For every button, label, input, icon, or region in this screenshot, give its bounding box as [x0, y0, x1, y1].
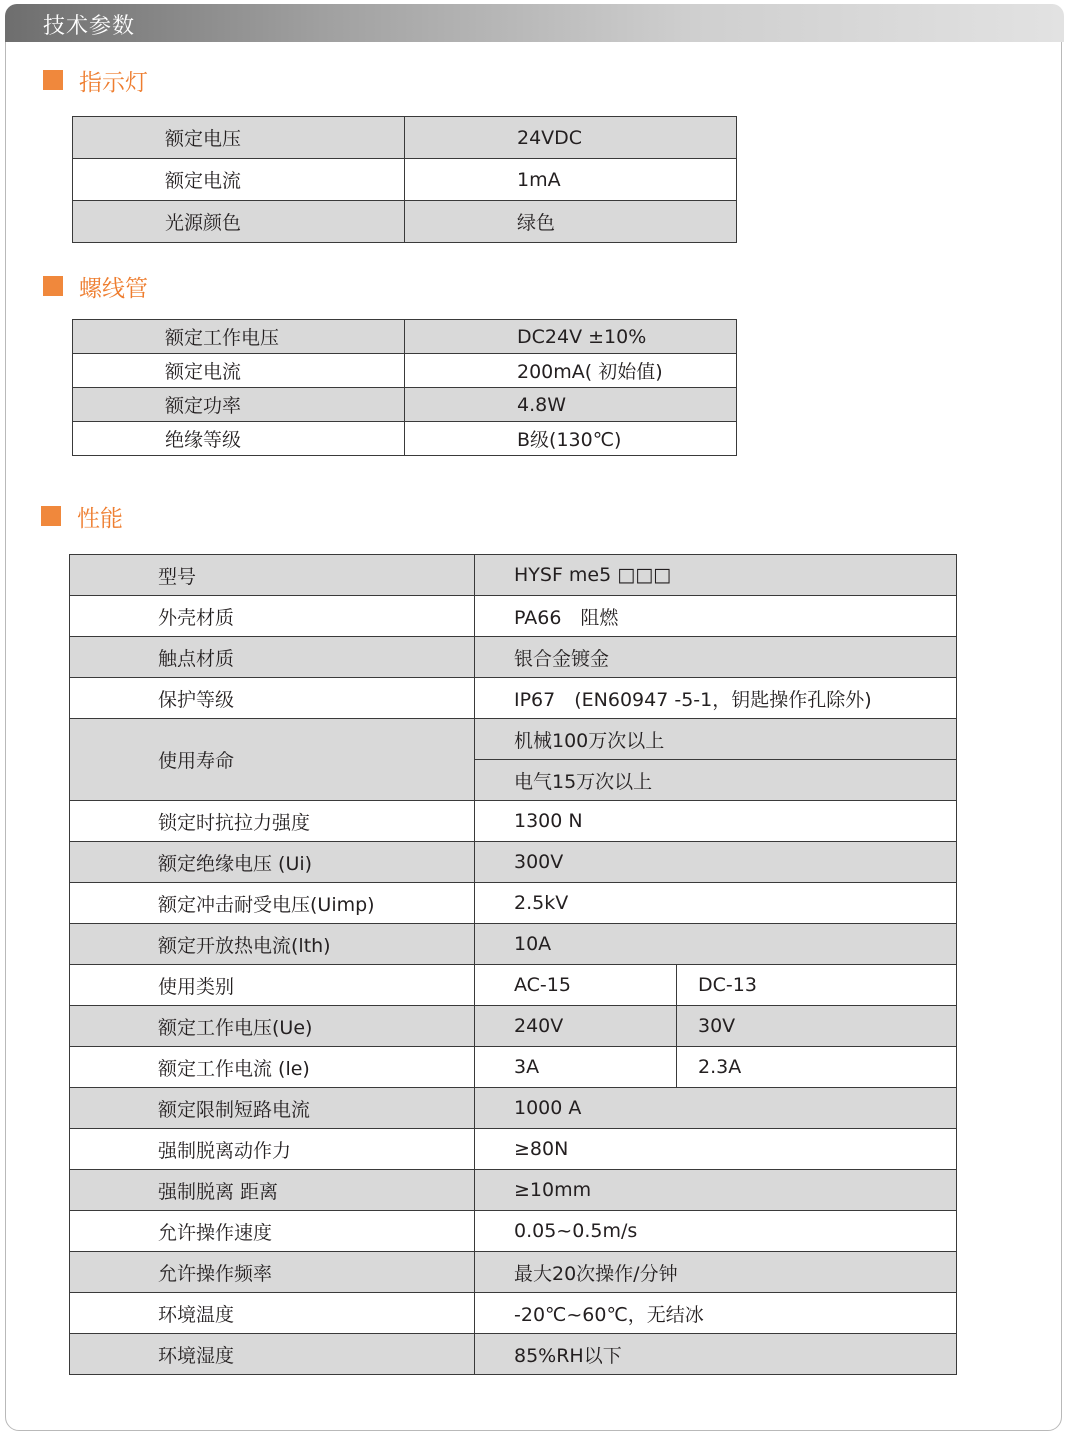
- table-row: [70, 1170, 957, 1211]
- row-value: PA66 阻燃: [475, 596, 957, 637]
- row-value: 1300 N: [475, 801, 957, 842]
- table-row: [70, 965, 957, 1006]
- row-label: 外壳材质: [70, 596, 475, 637]
- table-row: [73, 159, 737, 201]
- row-value: 最大20次操作/分钟: [475, 1252, 957, 1293]
- row-label: 额定电压: [73, 117, 405, 159]
- row-label: 额定限制短路电流: [70, 1088, 475, 1129]
- table-row: [73, 117, 737, 159]
- table-row: [70, 555, 957, 596]
- table-row: [70, 1006, 957, 1047]
- row-value: 电气15万次以上: [475, 760, 957, 801]
- row-value: HYSF me5 □□□: [475, 555, 957, 596]
- table-row: [70, 678, 957, 719]
- section-performance-heading: [41, 501, 123, 531]
- row-value: 0.05~0.5m/s: [475, 1211, 957, 1252]
- row-label: 强制脱离 距离: [70, 1170, 475, 1211]
- table-row: [70, 1047, 957, 1088]
- row-value: 24VDC: [405, 117, 737, 159]
- row-label: 允许操作速度: [70, 1211, 475, 1252]
- row-label: 环境湿度: [70, 1334, 475, 1375]
- row-label: 触点材质: [70, 637, 475, 678]
- table-row: [73, 388, 737, 422]
- section-marker-icon: [43, 70, 63, 90]
- table-row: [70, 1088, 957, 1129]
- row-label: 使用寿命: [70, 719, 475, 801]
- table-row: [70, 637, 957, 678]
- row-value-dc: 2.3A: [677, 1047, 957, 1088]
- row-value: 银合金镀金: [475, 637, 957, 678]
- row-label: 额定工作电压: [73, 320, 405, 354]
- row-value: B级(130℃): [405, 422, 737, 456]
- row-label: 额定功率: [73, 388, 405, 422]
- row-value-ac: AC-15: [475, 965, 677, 1006]
- row-value: 机械100万次以上: [475, 719, 957, 760]
- section-marker-icon: [43, 276, 63, 296]
- solenoid-table: [72, 319, 737, 456]
- table-row: [73, 320, 737, 354]
- row-value: 1000 A: [475, 1088, 957, 1129]
- row-label: 强制脱离动作力: [70, 1129, 475, 1170]
- section-indicator-title: 指示灯: [79, 69, 148, 96]
- row-value: 85%RH以下: [475, 1334, 957, 1375]
- row-value-dc: 30V: [677, 1006, 957, 1047]
- table-row: [70, 1252, 957, 1293]
- row-label: 额定工作电压(Ue): [70, 1006, 475, 1047]
- row-label: 绝缘等级: [73, 422, 405, 456]
- row-label: 锁定时抗拉力强度: [70, 801, 475, 842]
- table-row: [73, 354, 737, 388]
- table-row: [70, 1293, 957, 1334]
- row-value: IP67 (EN60947 -5-1，钥匙操作孔除外): [475, 678, 957, 719]
- row-value: 绿色: [405, 201, 737, 243]
- row-value: 4.8W: [405, 388, 737, 422]
- row-label: 保护等级: [70, 678, 475, 719]
- row-value: 2.5kV: [475, 883, 957, 924]
- header-bar: [5, 4, 1064, 42]
- row-value-ac: 3A: [475, 1047, 677, 1088]
- row-value-dc: DC-13: [677, 965, 957, 1006]
- table-row: [70, 719, 957, 760]
- table-row: [73, 201, 737, 243]
- section-performance-title: 性能: [77, 505, 123, 532]
- row-value: 300V: [475, 842, 957, 883]
- row-value: -20℃~60℃，无结冰: [475, 1293, 957, 1334]
- row-label: 环境温度: [70, 1293, 475, 1334]
- performance-table: [69, 554, 957, 1375]
- row-label: 光源颜色: [73, 201, 405, 243]
- row-label: 额定绝缘电压 (Ui): [70, 842, 475, 883]
- section-solenoid-title: 螺线管: [79, 275, 148, 302]
- row-value: 1mA: [405, 159, 737, 201]
- table-row: [70, 842, 957, 883]
- table-row: [70, 1334, 957, 1375]
- row-value: ≥10mm: [475, 1170, 957, 1211]
- row-label: 使用类别: [70, 965, 475, 1006]
- row-value: DC24V ±10%: [405, 320, 737, 354]
- row-label: 额定工作电流 (le): [70, 1047, 475, 1088]
- table-row: [70, 924, 957, 965]
- table-row: [73, 422, 737, 456]
- row-label: 额定电流: [73, 354, 405, 388]
- section-indicator-heading: [43, 65, 148, 95]
- table-row: [70, 801, 957, 842]
- row-label: 型号: [70, 555, 475, 596]
- table-row: [70, 1211, 957, 1252]
- table-row: [70, 596, 957, 637]
- row-label: 额定冲击耐受电压(Uimp): [70, 883, 475, 924]
- table-row: [70, 1129, 957, 1170]
- page-title: 技术参数: [43, 14, 136, 39]
- table-row: [70, 883, 957, 924]
- row-label: 额定开放热电流(lth): [70, 924, 475, 965]
- section-solenoid-heading: [43, 271, 148, 301]
- row-label: 允许操作频率: [70, 1252, 475, 1293]
- indicator-table: [72, 116, 737, 243]
- row-value-ac: 240V: [475, 1006, 677, 1047]
- section-marker-icon: [41, 506, 61, 526]
- row-value: 200mA( 初始值): [405, 354, 737, 388]
- row-value: ≥80N: [475, 1129, 957, 1170]
- row-value: 10A: [475, 924, 957, 965]
- row-label: 额定电流: [73, 159, 405, 201]
